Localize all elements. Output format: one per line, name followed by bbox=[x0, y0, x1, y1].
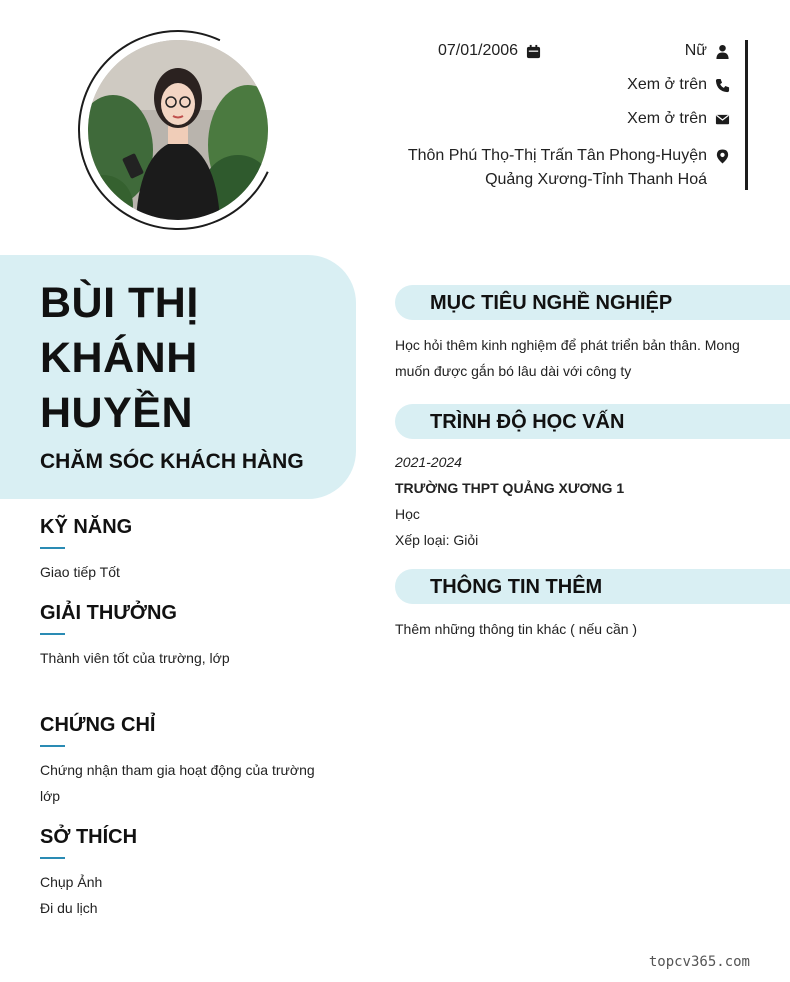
awards-text: Thành viên tốt của trường, lớp bbox=[40, 650, 230, 666]
education-major: Học bbox=[395, 506, 420, 522]
objective-text: Học hỏi thêm kinh nghiệm để phát triển bản thân. Mong muốn được gắn bó lâu dài với công ty bbox=[395, 337, 740, 379]
name-line-1: BÙI THỊ bbox=[40, 279, 199, 327]
extra-info-heading: THÔNG TIN THÊM bbox=[430, 576, 603, 598]
candidate-name bbox=[40, 276, 199, 441]
email-text: Xem ở trên bbox=[627, 110, 707, 127]
phone-icon bbox=[713, 76, 731, 94]
envelope-icon bbox=[713, 110, 731, 128]
certificates-heading: CHỨNG CHỈ bbox=[40, 714, 156, 736]
skills-section bbox=[40, 516, 330, 585]
contact-dob bbox=[438, 42, 542, 60]
awards-underline bbox=[40, 633, 65, 635]
watermark-text: topcv365.com bbox=[648, 954, 750, 970]
dob-text: 07/01/2006 bbox=[438, 42, 519, 59]
skills-text: Giao tiếp Tốt bbox=[40, 564, 120, 580]
education-heading: TRÌNH ĐỘ HỌC VẤN bbox=[430, 411, 625, 433]
address-line-1: Thôn Phú Thọ-Thị Trấn Tân Phong-Huyện bbox=[407, 147, 707, 164]
contact-info bbox=[388, 40, 748, 190]
certificates-section bbox=[40, 714, 330, 809]
objective-heading: MỤC TIÊU NGHỀ NGHIỆP bbox=[430, 292, 673, 314]
address-line-2: Quảng Xương-Tỉnh Thanh Hoá bbox=[485, 171, 707, 188]
name-line-2: KHÁNH bbox=[40, 334, 198, 382]
education-entry bbox=[395, 449, 760, 553]
name-line-3: HUYỀN bbox=[40, 389, 194, 437]
phone-text: Xem ở trên bbox=[627, 76, 707, 93]
hobbies-section bbox=[40, 826, 330, 921]
skills-heading: KỸ NĂNG bbox=[40, 516, 133, 538]
hobby-item: Chụp Ảnh bbox=[40, 874, 103, 890]
skills-underline bbox=[40, 547, 65, 549]
contact-email bbox=[627, 110, 731, 128]
contact-address bbox=[408, 144, 731, 192]
objective-header bbox=[395, 285, 790, 320]
education-header bbox=[395, 404, 790, 439]
job-title: CHĂM SÓC KHÁCH HÀNG bbox=[40, 450, 304, 473]
extra-info-header bbox=[395, 569, 790, 604]
profile-photo bbox=[88, 40, 268, 220]
awards-heading: GIẢI THƯỞNG bbox=[40, 602, 177, 624]
awards-section bbox=[40, 602, 330, 671]
map-pin-icon bbox=[713, 147, 731, 165]
certificates-text: Chứng nhận tham gia hoạt động của trường lớp bbox=[40, 762, 315, 804]
contact-gender bbox=[685, 42, 731, 60]
certificates-underline bbox=[40, 745, 65, 747]
education-school: TRƯỜNG THPT QUẢNG XƯƠNG 1 bbox=[395, 480, 625, 496]
hobbies-heading: SỞ THÍCH bbox=[40, 826, 138, 848]
person-icon bbox=[713, 42, 731, 60]
contact-phone bbox=[627, 76, 731, 94]
extra-info-text: Thêm những thông tin khác ( nếu cần ) bbox=[395, 621, 638, 637]
calendar-icon bbox=[524, 42, 542, 60]
education-years: 2021-2024 bbox=[395, 454, 462, 470]
education-rank: Xếp loại: Giỏi bbox=[395, 532, 479, 548]
hobbies-underline bbox=[40, 857, 65, 859]
gender-text: Nữ bbox=[684, 42, 707, 59]
hobby-item: Đi du lịch bbox=[40, 900, 98, 916]
